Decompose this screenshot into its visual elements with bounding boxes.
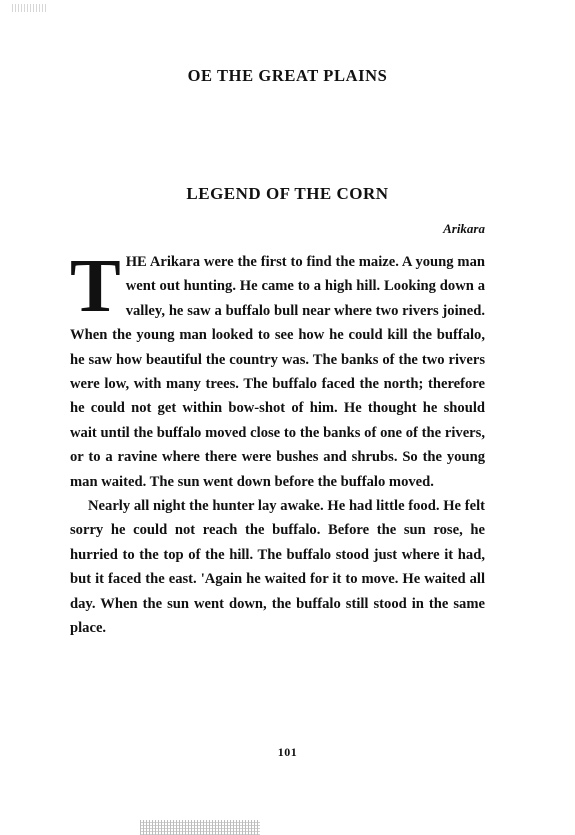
drop-cap: T [70,244,121,328]
chapter-title: LEGEND OF THE CORN [186,184,389,203]
running-head: OE THE GREAT PLAINS [187,66,388,85]
tribe-attribution: Arikara [443,221,485,236]
paragraph-2: Nearly all night the hunter lay awake. He had little food. He felt sorry he could not reach the buffalo. Before the sun rose, he hurried to the top of the hill. The buffalo stood just where it had, but it faced the east. 'Again he waited for it to move. He waited all day. When the sun went down, the buffalo still stood in the same place. [70,498,485,637]
paragraph-1-text: HE Arikara were the first to find the maize. A young man went out hunting. He came to a high hill. Looking down a valley, he saw a buffalo bull near where two rivers joined. When the young man looked to see how he could kill the buffalo, he saw how beautiful the country was. The banks of the two rivers were low, with many trees. The buffalo faced the north; therefore he could not get within bow-shot of him. He thought he should wait until the buffalo moved close to the banks of one of the rivers, or to a ravine where there were bushes and shrubs. So the young man waited. The sun went down before the buffalo moved. [70,254,485,490]
scan-artifact-bottom [140,820,260,835]
body-text [70,244,485,641]
scan-artifact-top [12,4,48,12]
paragraph-1 [70,244,485,494]
page-number: 101 [277,745,298,759]
